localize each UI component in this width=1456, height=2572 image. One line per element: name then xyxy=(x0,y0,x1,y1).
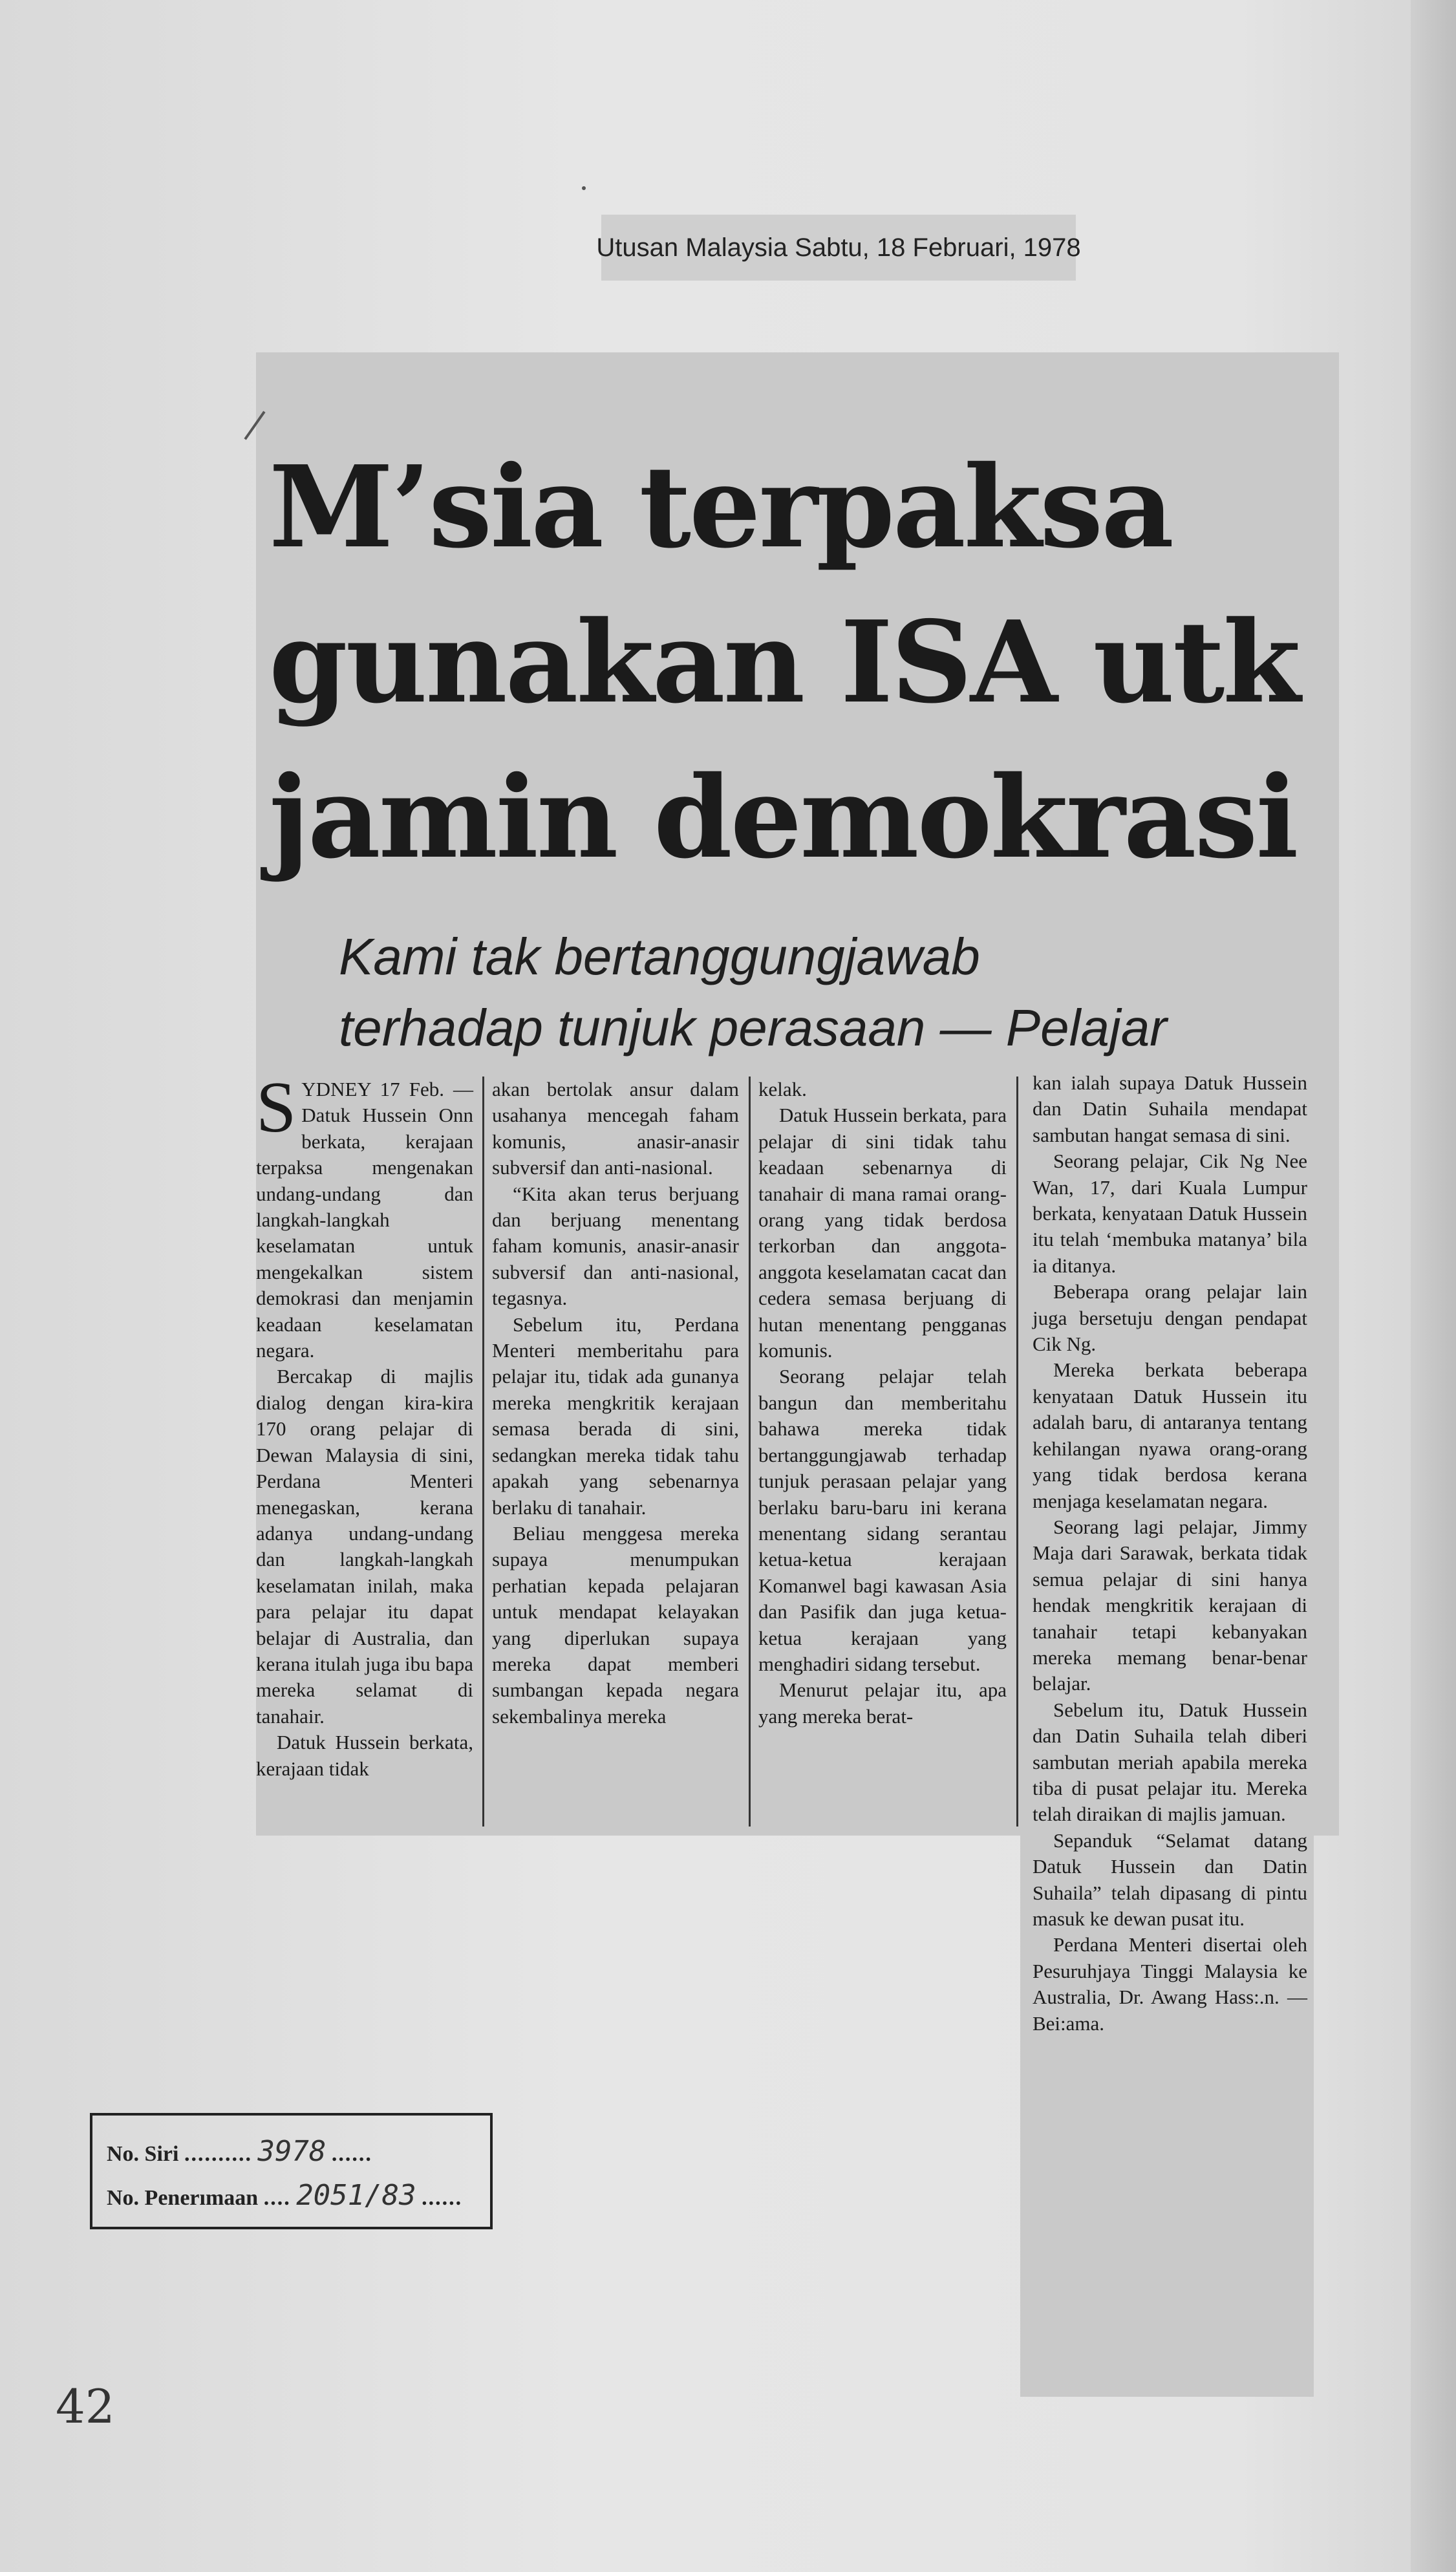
headline-line: M’sia terpaksa xyxy=(269,442,1172,573)
article-paragraph: Bercakap di majlis dialog dengan kira-kira 170 orang pelajar di Dewan Malaysia di sini, Perdana Menteri menegaskan, kerana adanya undang-undang dan langkah-langkah keselamatan inilah, maka para pelajar itu dapat belajar di Australia, dan kerana itulah juga ibu bapa mereka selamat di tanahair. xyxy=(256,1365,473,1728)
siri-row: No. Siri .......... 3978 ...... xyxy=(107,2135,372,2168)
article-column-2 xyxy=(492,1077,739,1730)
article-paragraph: Beliau menggesa mereka supaya menumpukan perhatian kepada pelajaran untuk mendapat kelayakan yang diperlukan supaya mereka dapat memberi sumbangan kepada negara sekembalinya mereka xyxy=(492,1521,739,1728)
article-paragraph: Mereka berkata beberapa kenyataan Datuk Hussein itu adalah baru, di antaranya tentang kehilangan nyawa orang-orang yang tidak berdosa kerana menjaga keselamatan negara. xyxy=(1033,1358,1307,1512)
penerimaan-label: No. Penerımaan xyxy=(107,2186,259,2210)
column-rule xyxy=(749,1077,751,1827)
article-paragraph: kan ialah supaya Datuk Hussein dan Datin Suhaila mendapat sambutan hangat semasa di sini. xyxy=(1033,1071,1307,1146)
page-edge-shadow xyxy=(1411,0,1456,2572)
penerimaan-value: 2051/83 xyxy=(296,2179,416,2212)
siri-value: 3978 xyxy=(257,2135,327,2168)
article-paragraph: “Kita akan terus berjuang dan berjuang menentang faham komunis, anasir-anasir subversif dan anti-nasional, tegasnya. xyxy=(492,1182,739,1310)
column-rule xyxy=(482,1077,484,1827)
siri-label: No. Siri xyxy=(107,2142,179,2166)
page-number: 42 xyxy=(56,2379,115,2434)
article-paragraph: Sebelum itu, Perdana Menteri memberitahu para pelajar itu, tidak ada gunanya mereka mengkritik kerajaan semasa berada di sini, sedangkan mereka tidak tahu apakah yang sebenarnya berlaku di tanahair. xyxy=(492,1313,739,1519)
article-paragraph: Seorang pelajar, Cik Ng Nee Wan, 17, dari Kuala Lumpur berkata, kenyataan Datuk Hussein itu telah ‘membuka matanya’ bila ia ditanya. xyxy=(1033,1150,1307,1277)
article-paragraph: Menurut pelajar itu, apa yang mereka berat- xyxy=(758,1678,1007,1728)
subheadline-line: Kami tak bertanggungjawab xyxy=(339,928,980,985)
article-column-4 xyxy=(1033,1070,1307,2037)
archive-stamp-box xyxy=(90,2113,493,2229)
article-paragraph: kelak. xyxy=(758,1078,807,1100)
article-column-3 xyxy=(758,1077,1007,1730)
subheadline-line: terhadap tunjuk perasaan — Pelajar xyxy=(339,999,1167,1056)
scan-mark xyxy=(582,186,586,190)
headline xyxy=(269,430,1336,895)
newspaper-dateline: Utusan Malaysia Sabtu, 18 Februari, 1978 xyxy=(601,215,1076,281)
article-paragraph: Datuk Hussein berkata, kerajaan tidak xyxy=(256,1731,473,1780)
article-paragraph: Seorang pelajar telah bangun dan memberitahu bahawa mereka tidak bertanggungjawab terhadap tunjuk perasaan pelajar yang berlaku baru-baru ini kerana menentang sidang serantau ketua-ketua kerajaan Komanwel bagi kawasan Asia dan Pasifik dan juga ketua-ketua kerajaan yang menghadiri sidang tersebut. xyxy=(758,1365,1007,1675)
headline-line: gunakan ISA utk xyxy=(269,597,1299,729)
drop-cap: S xyxy=(256,1067,297,1148)
headline-line: jamin demokrasi xyxy=(269,752,1297,884)
article-paragraph: Seorang lagi pelajar, Jimmy Maja dari Sarawak, berkata tidak semua pelajar di sini hanya hendak mengkritik kerajaan di tanahair tetapi kebanyakan mereka memang benar-benar belajar. xyxy=(1033,1515,1307,1695)
article-paragraph: Sebelum itu, Datuk Hussein dan Datin Suhaila telah diberi sambutan meriah apabila mereka tiba di pusat pelajar itu. Mereka telah diraikan di majlis jamuan. xyxy=(1033,1698,1307,1826)
subheadline xyxy=(339,921,1309,1064)
article-paragraph: akan bertolak ansur dalam usahanya mencegah faham komunis, anasir-anasir subversif dan anti-nasional. xyxy=(492,1078,739,1179)
article-paragraph: SYDNEY 17 Feb. — Datuk Hussein Onn berkata, kerajaan terpaksa mengenakan undang-undang dan langkah-langkah keselamatan untuk mengekalkan sistem demokrasi dan menjamin keadaan keselamatan negara. xyxy=(256,1067,473,1362)
penerimaan-row: No. Penerımaan .... 2051/83 ...... xyxy=(107,2179,463,2212)
article-paragraph: Sepanduk “Selamat datang Datuk Hussein dan Datin Suhaila” telah dipasang di pintu masuk ke dewan pusat itu. xyxy=(1033,1828,1307,1930)
article-column-1 xyxy=(256,1067,473,1782)
article-paragraph: Datuk Hussein berkata, para pelajar di sini tidak tahu keadaan sebenarnya di tanahair di mana ramai orang-orang yang tidak berdosa terkorban dan anggota-anggota keselamatan cacat dan cedera semasa berjuang di hutan menentang pengganas komunis. xyxy=(758,1104,1007,1362)
article-paragraph: Beberapa orang pelajar lain juga bersetuju dengan pendapat Cik Ng. xyxy=(1033,1280,1307,1356)
column-rule xyxy=(1016,1077,1018,1827)
article-paragraph: Perdana Menteri disertai oleh Pesuruhjaya Tinggi Malaysia ke Australia, Dr. Awang Hass:.n. — Bei:ama. xyxy=(1033,1933,1307,2035)
